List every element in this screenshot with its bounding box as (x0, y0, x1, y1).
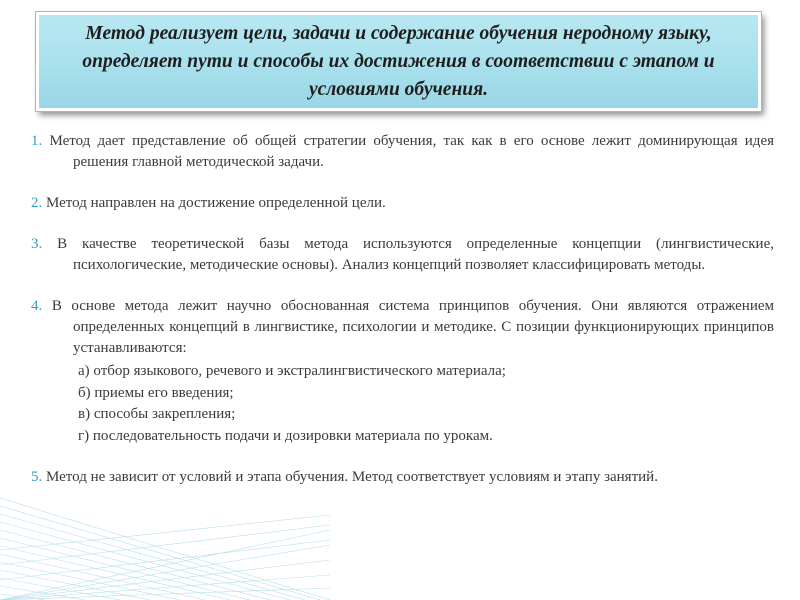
list-item-2 (31, 193, 774, 214)
list-item-4 (31, 296, 774, 359)
item-text: Метод не зависит от условий и этапа обучения. Метод соответствует условиям и этапу занятий. (46, 469, 658, 485)
sub-item-d: г) последовательность подачи и дозировки материала по урокам. (78, 427, 493, 444)
content-list (31, 131, 774, 508)
title-box (36, 12, 761, 111)
list-item-5 (31, 467, 774, 488)
item-text: В качестве теоретической базы метода используются определенные концепции (лингвистические, психологические, методические основы). Анализ концепций позволяет классифицировать методы. (57, 236, 774, 273)
item-number: 5. (31, 469, 43, 485)
sub-item-c: в) способы закрепления; (78, 406, 236, 422)
item-text: Метод дает представление об общей стратегии обучения, так как в его основе лежит доминирующая идея решения главной методической задачи. (49, 133, 774, 170)
list-item-1 (31, 131, 774, 173)
item-text: Метод направлен на достижение определенной цели. (46, 195, 386, 211)
item-number: 4. (31, 298, 43, 314)
sub-item-b: б) приемы его введения; (78, 384, 234, 401)
item-text: В основе метода лежит научно обоснованная система принципов обучения. Они являются отражением определенных концепций в лингвистике, психологии и методике. С позиции функционирующих принципов устанавливаются: (51, 298, 774, 356)
item-number: 3. (31, 236, 43, 252)
sub-item-a: а) отбор языкового, речевого и экстралингвистического материала; (78, 363, 506, 379)
list-item-3 (31, 234, 774, 276)
slide-title: Метод реализует цели, задачи и содержание обучения неродному языку, определяет пути и способы их достижения в соответствии с этапом и условиями обучения. (82, 22, 715, 100)
item-number: 1. (31, 133, 43, 149)
sub-list (31, 361, 774, 447)
item-number: 2. (31, 195, 43, 211)
